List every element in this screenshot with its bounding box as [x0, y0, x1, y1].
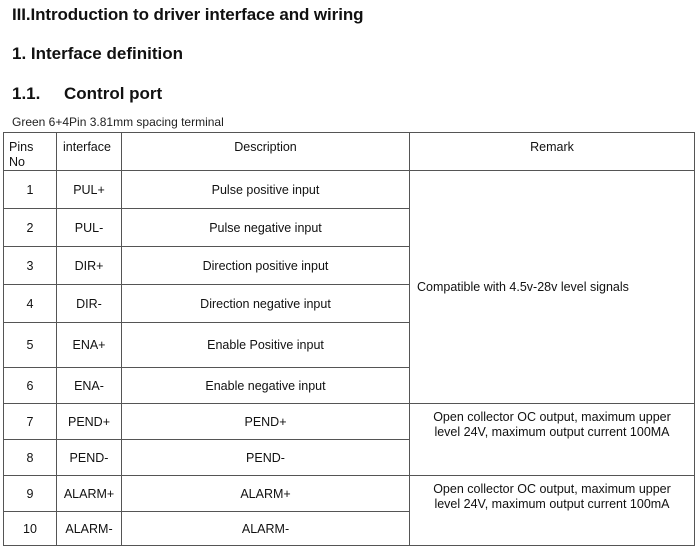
header-pins-line1: Pins [9, 140, 34, 154]
remark-pend-line2: level 24V, maximum output current 100MA [434, 425, 670, 439]
header-pins-line2: No [9, 155, 25, 169]
control-port-table [3, 132, 695, 546]
header-pins-no [4, 133, 57, 171]
section-heading: III.Introduction to driver interface and wiring [12, 5, 364, 24]
pin-interface: PUL- [57, 209, 122, 247]
pin-number: 8 [4, 440, 57, 476]
pin-description: Direction negative input [122, 285, 410, 323]
remark-pend-output [410, 404, 695, 476]
pin-description: PEND+ [122, 404, 410, 440]
terminal-caption: Green 6+4Pin 3.81mm spacing terminal [12, 115, 224, 129]
remark-level-signals: Compatible with 4.5v-28v level signals [410, 171, 695, 404]
header-description: Description [122, 133, 410, 171]
subsubsection-heading [12, 84, 162, 104]
pin-interface: PUL+ [57, 171, 122, 209]
pin-interface: ENA- [57, 368, 122, 404]
subsubsection-title: Control port [64, 84, 163, 103]
pin-interface: PEND+ [57, 404, 122, 440]
pin-description: Pulse negative input [122, 209, 410, 247]
table-row [4, 171, 695, 209]
remark-alarm-output [410, 476, 695, 546]
pin-interface: DIR- [57, 285, 122, 323]
subsection-heading: 1. Interface definition [12, 44, 183, 63]
table-row [4, 404, 695, 440]
remark-pend-line1: Open collector OC output, maximum upper [433, 410, 671, 424]
pin-number: 5 [4, 323, 57, 368]
pin-description: Enable Positive input [122, 323, 410, 368]
pin-number: 9 [4, 476, 57, 512]
table-row [4, 476, 695, 512]
remark-alarm-line2: level 24V, maximum output current 100mA [434, 497, 670, 511]
pin-description: PEND- [122, 440, 410, 476]
remark-alarm-line1: Open collector OC output, maximum upper [433, 482, 671, 496]
header-interface: interface [57, 133, 122, 171]
subsubsection-number: 1.1. [12, 84, 41, 103]
pin-description: Pulse positive input [122, 171, 410, 209]
pin-interface: PEND- [57, 440, 122, 476]
pin-number: 2 [4, 209, 57, 247]
pin-interface: ENA+ [57, 323, 122, 368]
pin-number: 3 [4, 247, 57, 285]
pin-description: Direction positive input [122, 247, 410, 285]
pin-description: ALARM+ [122, 476, 410, 512]
pin-description: ALARM- [122, 512, 410, 546]
pin-interface: ALARM+ [57, 476, 122, 512]
pin-number: 4 [4, 285, 57, 323]
pin-number: 7 [4, 404, 57, 440]
pin-interface: DIR+ [57, 247, 122, 285]
pin-number: 1 [4, 171, 57, 209]
pin-interface: ALARM- [57, 512, 122, 546]
pin-description: Enable negative input [122, 368, 410, 404]
pin-number: 10 [4, 512, 57, 546]
pin-number: 6 [4, 368, 57, 404]
table-header-row [4, 133, 695, 171]
header-remark: Remark [410, 133, 695, 171]
